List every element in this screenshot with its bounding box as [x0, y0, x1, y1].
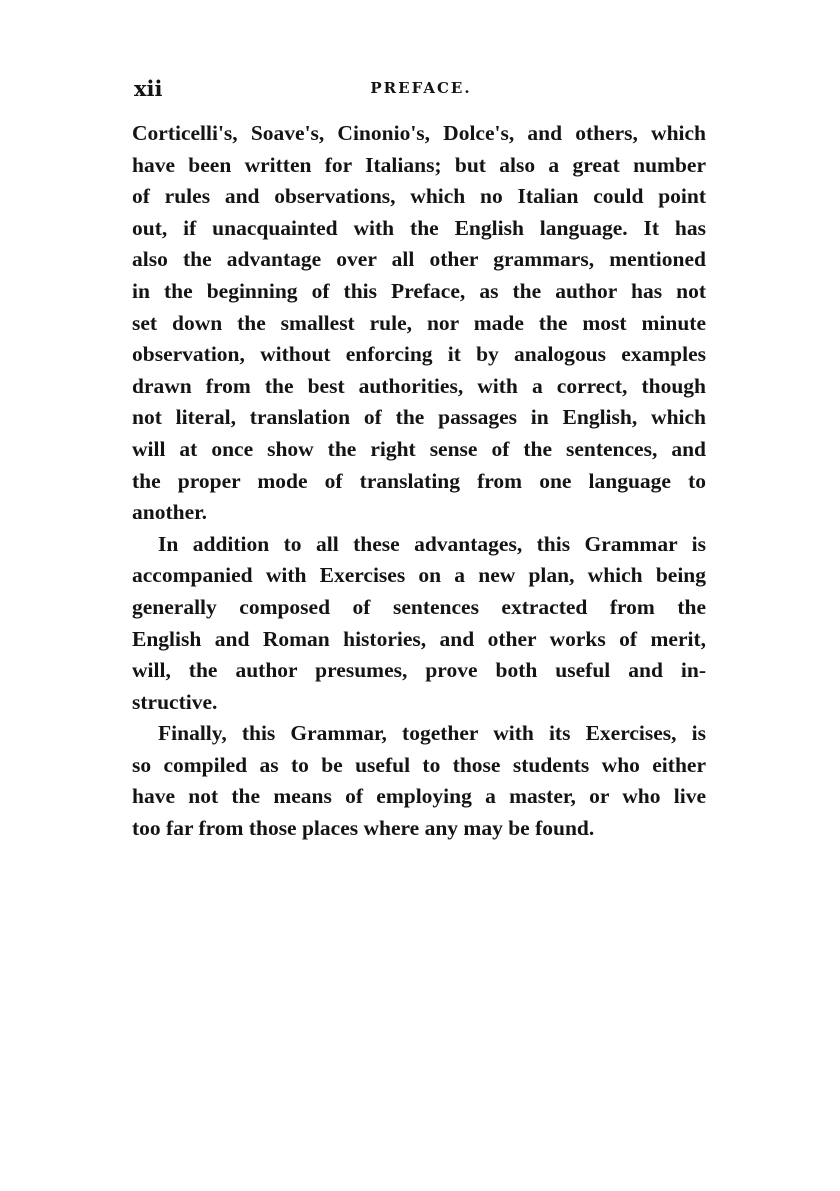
text-line: have not the means of employing a master, or who live — [132, 784, 706, 809]
text-line: Finally, this Grammar, together with its Exercises, is — [158, 721, 706, 746]
text-line: of rules and observations, which no Italian could point — [132, 184, 706, 209]
text-line: have been written for Italians; but also a great number — [132, 152, 706, 177]
text-line: too far from those places where any may be found. — [132, 816, 595, 841]
text-line: will, the author presumes, prove both useful and in- — [132, 658, 706, 683]
text-line: so compiled as to be useful to those students who either — [132, 752, 706, 777]
text-line: the proper mode of translating from one language to — [132, 468, 706, 493]
paragraph-1 — [132, 118, 706, 529]
text-line: drawn from the best authorities, with a correct, though — [132, 373, 706, 398]
text-line: another. — [132, 500, 208, 525]
text-line: out, if unacquainted with the English language. It has — [132, 215, 706, 240]
text-line: generally composed of sentences extracted from the — [132, 594, 706, 619]
text-line: structive. — [132, 689, 218, 714]
paragraph-3 — [132, 718, 706, 844]
text-line: In addition to all these advantages, this Grammar is — [158, 531, 706, 556]
text-line: accompanied with Exercises on a new plan, which being — [132, 563, 706, 588]
text-line: not literal, translation of the passages in English, which — [132, 405, 706, 430]
running-head: PREFACE. — [370, 79, 472, 97]
body-text — [132, 118, 706, 845]
text-line: will at once show the right sense of the sentences, and — [132, 436, 706, 461]
paragraph-2 — [132, 529, 706, 719]
text-line: set down the smallest rule, nor made the most minute — [132, 310, 706, 335]
text-line: English and Roman histories, and other works of merit, — [132, 626, 706, 651]
text-line: observation, without enforcing it by analogous examples — [132, 342, 706, 367]
text-line: Corticelli's, Soave's, Cinonio's, Dolce's, and others, which — [132, 121, 706, 145]
text-line: in the beginning of this Preface, as the author has not — [132, 278, 706, 303]
page-header — [134, 76, 708, 100]
text-line: also the advantage over all other grammars, mentioned — [132, 247, 706, 272]
page-number: xii — [134, 76, 163, 101]
